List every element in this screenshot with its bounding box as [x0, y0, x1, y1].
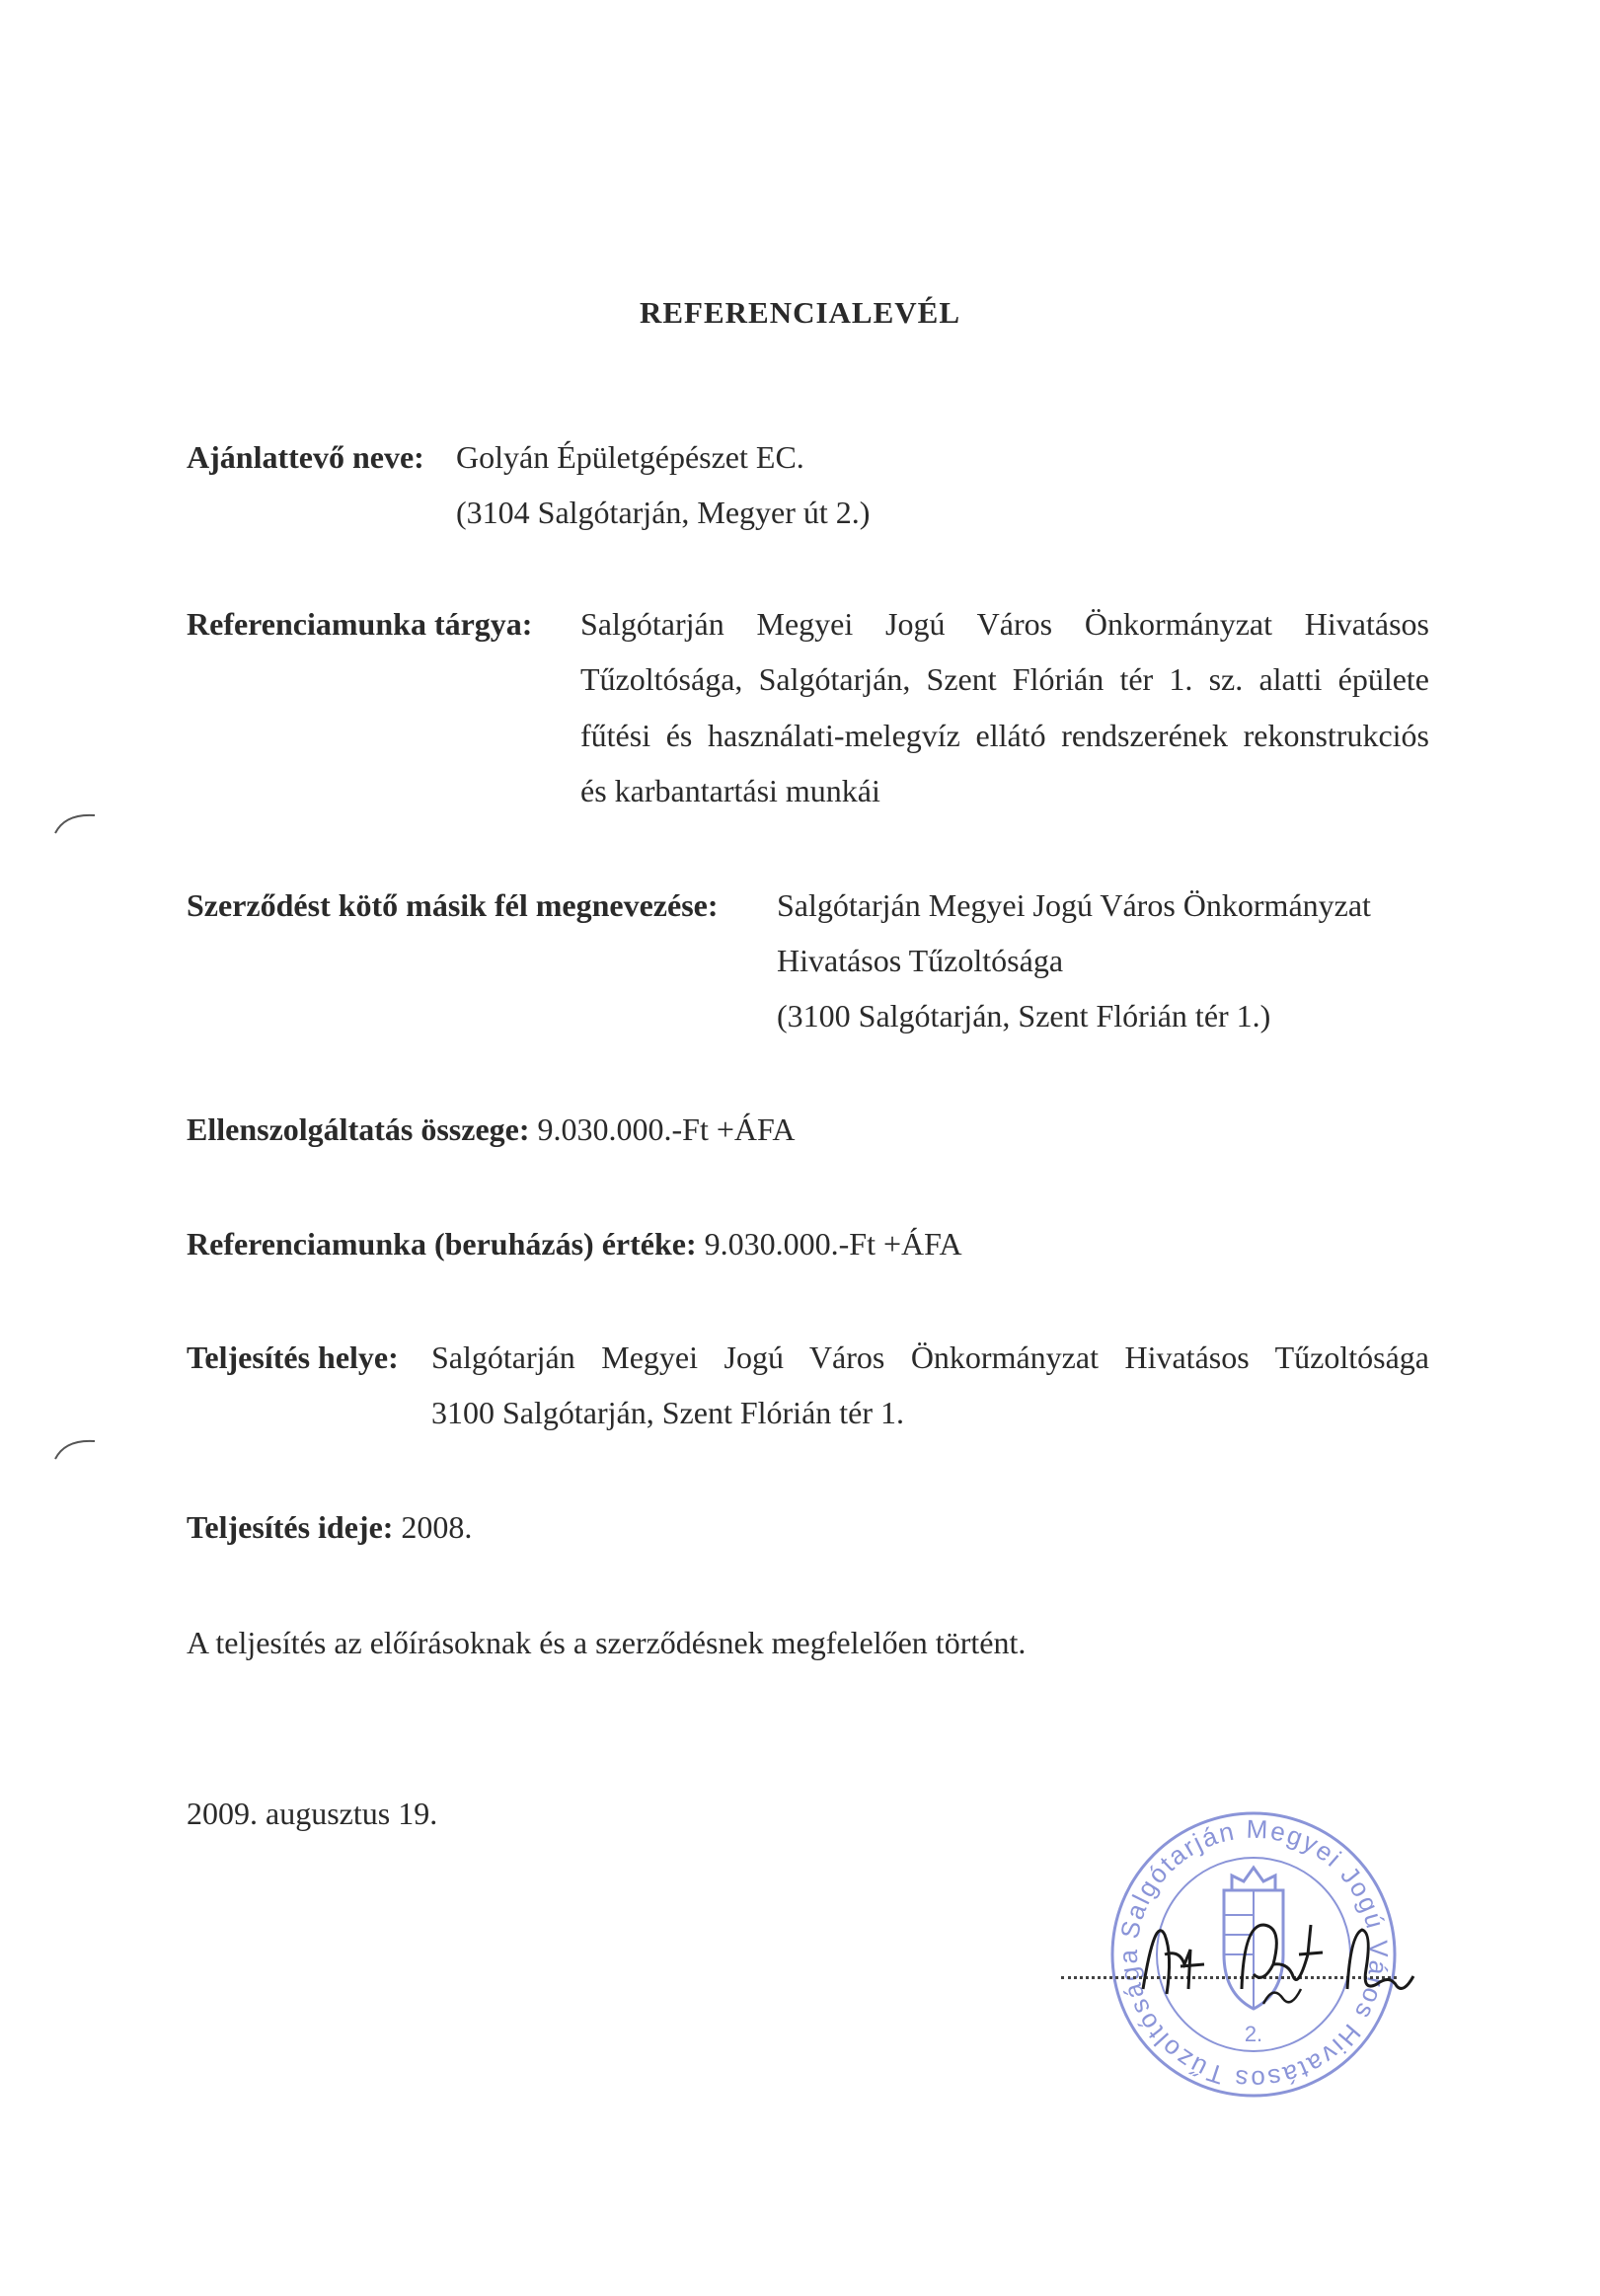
contracting-party-line: Salgótarján Megyei Jogú Város Önkormányzat: [777, 887, 1371, 923]
scan-mark: [51, 807, 101, 837]
stamp-number: 2.: [1244, 2022, 1263, 2046]
page-title: REFERENCIALEVÉL: [639, 295, 961, 330]
signature: [1125, 1895, 1461, 2024]
subject-line: és karbantartási munkái: [580, 773, 880, 808]
investment-value-row: [187, 1224, 962, 1263]
subject-line: fűtési és használati-melegvíz ellátó rendszerének rekonstrukciós: [580, 718, 1429, 753]
contracting-party-label: Szerződést kötő másik fél megnevezése:: [187, 887, 719, 923]
place-line: Salgótarján Megyei Jogú Város Önkormányzat Hivatásos Tűzoltósága: [431, 1339, 1429, 1375]
consideration-row: [187, 1110, 796, 1149]
date: 2009. augusztus 19.: [187, 1796, 438, 1831]
consideration-label: Ellenszolgáltatás összege:: [187, 1111, 530, 1147]
investment-value-value: 9.030.000.-Ft +ÁFA: [704, 1226, 962, 1262]
place-label: Teljesítés helye:: [187, 1339, 399, 1375]
contracting-party-line: Hivatásos Tűzoltósága: [777, 943, 1064, 978]
stamp-text: Salgótarján Megyei Jogú Város Hivatásos Tűzoltósága: [1112, 1813, 1395, 2096]
statement: A teljesítés az előírásoknak és a szerződésnek megfelelően történt.: [187, 1625, 1027, 1660]
offerer-address: (3104 Salgótarján, Megyer út 2.): [456, 495, 871, 530]
place-line: 3100 Salgótarján, Szent Flórián tér 1.: [431, 1395, 905, 1430]
scan-mark: [51, 1433, 101, 1463]
contracting-party-line: (3100 Salgótarján, Szent Flórián tér 1.): [777, 998, 1271, 1033]
subject-line: Salgótarján Megyei Jogú Város Önkormányzat Hivatásos: [580, 606, 1429, 642]
time-row: [187, 1507, 472, 1547]
time-value: 2008.: [401, 1509, 473, 1545]
consideration-value: 9.030.000.-Ft +ÁFA: [537, 1111, 796, 1147]
offerer-name: Golyán Épületgépészet EC.: [456, 439, 804, 475]
time-label: Teljesítés ideje:: [187, 1509, 394, 1545]
subject-label: Referenciamunka tárgya:: [187, 606, 533, 642]
offerer-label: Ajánlattevő neve:: [187, 439, 424, 475]
investment-value-label: Referenciamunka (beruházás) értéke:: [187, 1226, 697, 1262]
subject-line: Tűzoltósága, Salgótarján, Szent Flórián tér 1. sz. alatti épülete: [580, 661, 1429, 697]
